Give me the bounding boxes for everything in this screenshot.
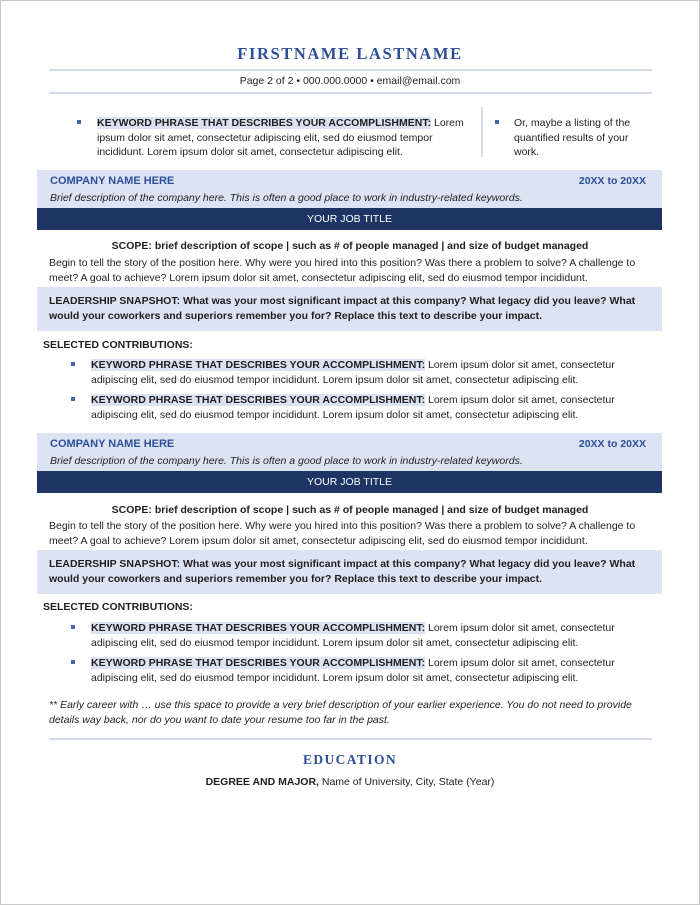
- header-rule-bottom: [49, 92, 652, 94]
- bullet-square-icon: [495, 120, 499, 124]
- contribution-item: [91, 621, 651, 650]
- bullet-square-icon: [71, 362, 75, 366]
- company-name: COMPANY NAME HERE: [50, 438, 175, 450]
- scope-line: SCOPE: brief description of scope | such as # of people managed | and size of budget managed: [111, 240, 589, 252]
- keyword-phrase: KEYWORD PHRASE THAT DESCRIBES YOUR ACCOMPLISHMENT:: [97, 117, 432, 129]
- education-entry: [0, 776, 700, 788]
- header-rule-top: [49, 69, 652, 71]
- keyword-phrase: KEYWORD PHRASE THAT DESCRIBES YOUR ACCOMPLISHMENT:: [91, 394, 426, 406]
- accomplishment-text: Lorem ipsum dolor sit amet, consectetur adipiscing elit, sed do eiusmod tempor incididunt. Lorem ipsum dolor sit amet, consectetur adipiscing elit.: [97, 117, 464, 158]
- contribution-item: [91, 393, 651, 422]
- employment-dates: 20XX to 20XX: [578, 438, 646, 450]
- university-details: Name of University, City, State (Year): [318, 776, 495, 788]
- contribution-text: Lorem ipsum dolor sit amet, consectetur adipiscing elit, sed do eiusmod tempor incididunt. Lorem ipsum dolor sit amet, consectetur adipiscing elit.: [91, 394, 615, 421]
- degree-and-major: DEGREE AND MAJOR,: [205, 776, 319, 788]
- job-title-band: YOUR JOB TITLE: [37, 208, 662, 230]
- contribution-item: [91, 358, 651, 387]
- contribution-text: Lorem ipsum dolor sit amet, consectetur adipiscing elit, sed do eiusmod tempor incididunt. Lorem ipsum dolor sit amet, consectetur adipiscing elit.: [91, 657, 615, 684]
- bullet-square-icon: [77, 120, 81, 124]
- bullet-square-icon: [71, 660, 75, 664]
- bullet-square-icon: [71, 625, 75, 629]
- scope-line: SCOPE: brief description of scope | such as # of people managed | and size of budget managed: [111, 504, 589, 516]
- bullet-square-icon: [71, 397, 75, 401]
- company-band: [37, 170, 662, 208]
- top-accomplishment: [97, 116, 472, 160]
- quantified-results: Or, maybe a listing of the quantified results of your work.: [514, 117, 631, 158]
- company-band: [37, 433, 662, 471]
- company-name: COMPANY NAME HERE: [50, 175, 175, 187]
- contribution-text: Lorem ipsum dolor sit amet, consectetur adipiscing elit, sed do eiusmod tempor incididunt. Lorem ipsum dolor sit amet, consectetur adipiscing elit.: [91, 622, 615, 649]
- keyword-phrase: KEYWORD PHRASE THAT DESCRIBES YOUR ACCOMPLISHMENT:: [91, 359, 426, 371]
- contributions-label: SELECTED CONTRIBUTIONS:: [43, 339, 193, 351]
- keyword-phrase: KEYWORD PHRASE THAT DESCRIBES YOUR ACCOMPLISHMENT:: [91, 657, 426, 669]
- contribution-item: [91, 656, 651, 685]
- leadership-snapshot: LEADERSHIP SNAPSHOT: What was your most significant impact at this company? What legacy did you leave? What would your coworkers and superiors remember you for? Replace this text to describe your impact.: [49, 558, 636, 585]
- contribution-text: Lorem ipsum dolor sit amet, consectetur adipiscing elit, sed do eiusmod tempor incididunt. Lorem ipsum dolor sit amet, consectetur adipiscing elit.: [91, 359, 615, 386]
- keyword-phrase: KEYWORD PHRASE THAT DESCRIBES YOUR ACCOMPLISHMENT:: [91, 622, 426, 634]
- leadership-snapshot-band: [37, 550, 662, 594]
- leadership-snapshot-band: [37, 287, 662, 331]
- early-career-note: ** Early career with … use this space to provide a very brief description of your earlier experience. You do not need to provide details way back, nor do you want to date your resume too far in the past.: [49, 699, 632, 726]
- position-story: Begin to tell the story of the position here. Why were you hired into this position? Was there a problem to solve? A challenge to meet? A goal to achieve? Lorem ipsum dolor sit amet, consectetur adipiscing elit, sed do eiusmod tempor incididunt.: [49, 520, 636, 547]
- resume-name: FIRSTNAME LASTNAME: [237, 44, 463, 63]
- company-description: Brief description of the company here. This is often a good place to work in industry-related keywords.: [50, 455, 523, 467]
- job-title-band: YOUR JOB TITLE: [37, 471, 662, 493]
- education-title: EDUCATION: [302, 752, 398, 767]
- leadership-snapshot: LEADERSHIP SNAPSHOT: What was your most significant impact at this company? What legacy did you leave? What would your coworkers and superiors remember you for? Replace this text to describe your impact.: [49, 295, 636, 322]
- company-description: Brief description of the company here. This is often a good place to work in industry-related keywords.: [50, 192, 523, 204]
- position-story: Begin to tell the story of the position here. Why were you hired into this position? Was there a problem to solve? A challenge to meet? A goal to achieve? Lorem ipsum dolor sit amet, consectetur adipiscing elit, sed do eiusmod tempor incididunt.: [49, 257, 636, 284]
- employment-dates: 20XX to 20XX: [578, 175, 646, 187]
- contributions-label: SELECTED CONTRIBUTIONS:: [43, 601, 193, 613]
- education-rule: [49, 738, 652, 740]
- contact-line: Page 2 of 2 • 000.000.0000 • email@email.com: [239, 75, 461, 87]
- column-divider: [481, 107, 483, 157]
